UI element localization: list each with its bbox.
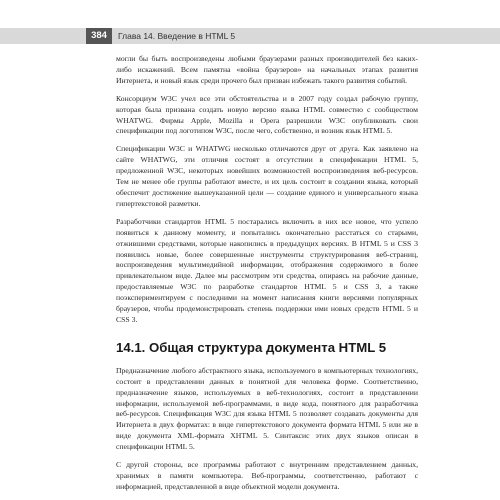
chapter-title: Глава 14. Введение в HTML 5 [118, 31, 236, 41]
running-header-bar [0, 28, 500, 44]
paragraph: Предназначение любого абстрактного языка, используемого в компьютерных технологиях, состоит в представлении данных в понятной для человека форме. Соответственно, предназначение языков, используемых в веб-технологиях, состоит в представлении информации, используемой веб-программами, в виде кода, понятного для разработчика веб-ресурсов. Спецификация W3C для языка HTML 5 позволяет создавать документы для Интернета в двух форматах: в виде гипертекстового документа формата HTML 5 или же в виде документа XML-формата XHTML 5. Синтаксис этих двух языков описан в спецификации HTML 5. [116, 365, 418, 452]
paragraph: могли бы быть воспроизведены любыми браузерами разных производителей без каких-либо искажений. Всем памятна «война браузеров» на начальных этапах развития Интернета, и новый язык среди прочего был призван избежать такого развития событий. [116, 54, 418, 85]
section-heading: 14.1. Общая структура документа HTML 5 [116, 339, 387, 355]
paragraph: Консорциум W3C учел все эти обстоятельства и в 2007 году создал рабочую группу, которая была призвана создать новую версию языка HTML совместно с сообществом WHATWG. Фирмы Apple, Mozilla и Opera разрешили W3C опубликовать свои спецификации под логотипом W3C, после чего, собственно, и возник язык HTML 5. [116, 93, 418, 136]
paragraph: Разработчики стандартов HTML 5 постарались включить в них все новое, что успело появиться к данному моменту, и попытались окончательно расстаться со старыми, отжившими средствами, которые накопились в предыдущих версиях. В HTML 5 и CSS 3 появились новые, более совершенные инструменты структурирования веб-страниц, воспроизведения мультимедийной информации, отображения содержимого в более привлекательном виде. Далее мы рассмотрим эти средства, опираясь на рабочие данные, предоставляемые W3C по разработке стандартов HTML 5 и CSS 3, а также поэкспериментируем с последними на момент написания книги версиями популярных браузеров, чтобы продемонстрировать степень поддержки ими новых средств HTML 5 и CSS 3. [116, 216, 418, 324]
page-body [116, 54, 418, 500]
paragraph: С другой стороны, все программы работают с внутренним представлением данных, хранимых в памяти компьютера. Веб-программы, соответственно, работают с информацией, представленной в виде объектной модели документа. [116, 460, 418, 491]
paragraph: Спецификации W3C и WHATWG несколько отличаются друг от друга. Как заявлено на сайте WHATWG, эти отличия состоят в отсутствии в спецификации HTML 5, предложенной W3C, некоторых новейших возможностей воспроизведения веб-ресурсов. Тем не менее обе группы работают вместе, и их цель состоит в создании языка, который обеспечит достижение вышеуказанной цели — создание единого и универсального языка гипертекстовой разметки. [116, 144, 418, 208]
page-number: 384 [86, 28, 112, 44]
